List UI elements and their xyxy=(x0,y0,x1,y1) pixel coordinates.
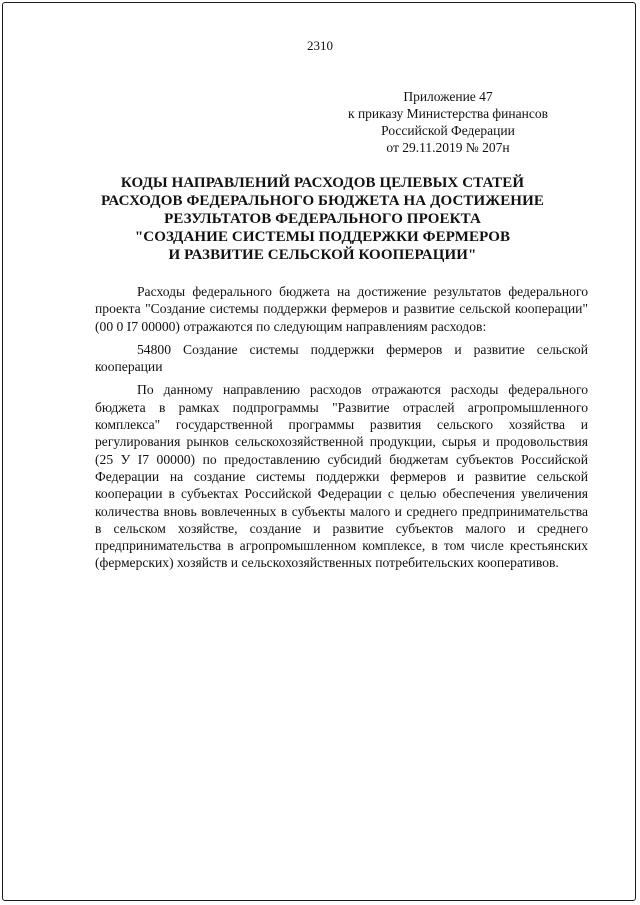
annex-block xyxy=(318,88,578,156)
document-title xyxy=(80,174,565,264)
title-line-3: РЕЗУЛЬТАТОВ ФЕДЕРАЛЬНОГО ПРОЕКТА xyxy=(164,211,481,227)
expense-code-line: 54800 Создание системы поддержки фермеров и развитие сельской кооперации xyxy=(95,341,588,375)
intro-paragraph: Расходы федерального бюджета на достижение результатов федерального проекта "Создание системы поддержки фермеров и развитие сельской кооперации" (00 0 I7 00000) отражаются по следующим направлениям расходов: xyxy=(95,284,588,334)
title-line-5: И РАЗВИТИЕ СЕЛЬСКОЙ КООПЕРАЦИИ" xyxy=(168,247,477,263)
annex-line-2: к приказу Министерства финансов xyxy=(348,106,548,121)
annex-line-3: Российской Федерации xyxy=(381,123,515,138)
page-number: 2310 xyxy=(307,38,333,53)
title-line-2: РАСХОДОВ ФЕДЕРАЛЬНОГО БЮДЖЕТА НА ДОСТИЖЕНИЕ xyxy=(101,193,544,209)
title-line-1: КОДЫ НАПРАВЛЕНИЙ РАСХОДОВ ЦЕЛЕВЫХ СТАТЕЙ xyxy=(120,175,525,191)
title-line-4: "СОЗДАНИЕ СИСТЕМЫ ПОДДЕРЖКИ ФЕРМЕРОВ xyxy=(134,229,511,245)
document-body xyxy=(95,283,588,578)
description-paragraph: По данному направлению расходов отражаются расходы федерального бюджета в рамках подпрограммы "Развитие отраслей агропромышленного комплекса" государственной программы развития сельского хозяйства и регулирования рынков сельскохозяйственной продукции, сырья и продовольствия (25 У I7 00000) по предоставлению субсидий бюджетам субъектов Российской Федерации на создание системы поддержки фермеров и развитие сельской кооперации в субъектах Российской Федерации с целью обеспечения увеличения количества вновь вовлеченных в субъекты малого и среднего предпринимательства в сельском хозяйстве, создание и развитие субъектов малого и среднего предпринимательства в агропромышленном комплексе, в том числе крестьянских (фермерских) хозяйств и сельскохозяйственных потребительских кооперативов. xyxy=(95,382,588,571)
annex-line-4: от 29.11.2019 № 207н xyxy=(386,140,510,155)
annex-line-1: Приложение 47 xyxy=(403,89,493,104)
